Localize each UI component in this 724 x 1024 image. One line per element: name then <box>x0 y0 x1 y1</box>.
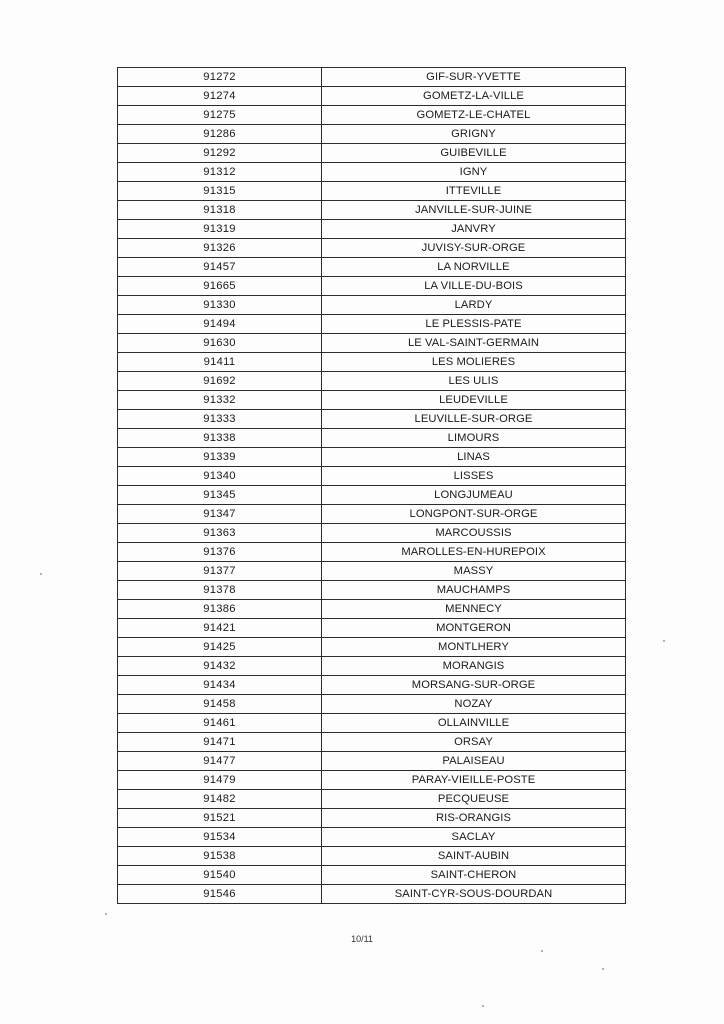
table-row <box>118 182 626 201</box>
table-row <box>118 372 626 391</box>
commune-name-cell: LONGPONT-SUR-ORGE <box>322 505 626 524</box>
commune-code-cell: 91326 <box>118 239 322 258</box>
commune-name-cell: NOZAY <box>322 695 626 714</box>
commune-code-cell: 91315 <box>118 182 322 201</box>
commune-name-cell: PALAISEAU <box>322 752 626 771</box>
commune-name-cell: LE VAL-SAINT-GERMAIN <box>322 334 626 353</box>
table-row <box>118 809 626 828</box>
commune-code-cell: 91286 <box>118 125 322 144</box>
commune-name-cell: SACLAY <box>322 828 626 847</box>
commune-code-cell: 91494 <box>118 315 322 334</box>
commune-name-cell: LES MOLIERES <box>322 353 626 372</box>
commune-name-cell: GRIGNY <box>322 125 626 144</box>
commune-name-cell: MAROLLES-EN-HUREPOIX <box>322 543 626 562</box>
scan-speck <box>105 913 107 915</box>
commune-code-cell: 91521 <box>118 809 322 828</box>
table-row <box>118 296 626 315</box>
table-row <box>118 714 626 733</box>
commune-code-cell: 91665 <box>118 277 322 296</box>
commune-code-cell: 91540 <box>118 866 322 885</box>
commune-name-cell: GUIBEVILLE <box>322 144 626 163</box>
commune-code-cell: 91457 <box>118 258 322 277</box>
table-row <box>118 733 626 752</box>
commune-name-cell: JANVRY <box>322 220 626 239</box>
commune-code-cell: 91275 <box>118 106 322 125</box>
commune-code-cell: 91338 <box>118 429 322 448</box>
commune-name-cell: ORSAY <box>322 733 626 752</box>
scan-speck <box>541 950 543 952</box>
table-row <box>118 144 626 163</box>
commune-name-cell: OLLAINVILLE <box>322 714 626 733</box>
commune-name-cell: LE PLESSIS-PATE <box>322 315 626 334</box>
table-row <box>118 524 626 543</box>
table-row <box>118 201 626 220</box>
commune-code-cell: 91538 <box>118 847 322 866</box>
commune-name-cell: MONTGERON <box>322 619 626 638</box>
table-row <box>118 277 626 296</box>
commune-name-cell: LISSES <box>322 467 626 486</box>
table-row <box>118 505 626 524</box>
commune-code-cell: 91692 <box>118 372 322 391</box>
table-row <box>118 581 626 600</box>
table-row <box>118 562 626 581</box>
commune-name-cell: MONTLHERY <box>322 638 626 657</box>
table-row <box>118 68 626 87</box>
commune-name-cell: GOMETZ-LA-VILLE <box>322 87 626 106</box>
table-row <box>118 353 626 372</box>
commune-code-cell: 91347 <box>118 505 322 524</box>
scan-speck <box>602 968 604 970</box>
commune-name-cell: MORANGIS <box>322 657 626 676</box>
commune-name-cell: LARDY <box>322 296 626 315</box>
commune-code-cell: 91332 <box>118 391 322 410</box>
commune-name-cell: GOMETZ-LE-CHATEL <box>322 106 626 125</box>
commune-code-cell: 91312 <box>118 163 322 182</box>
commune-name-cell: ITTEVILLE <box>322 182 626 201</box>
commune-name-cell: LEUDEVILLE <box>322 391 626 410</box>
table-row <box>118 163 626 182</box>
commune-code-cell: 91340 <box>118 467 322 486</box>
commune-name-cell: GIF-SUR-YVETTE <box>322 68 626 87</box>
commune-code-cell: 91319 <box>118 220 322 239</box>
commune-code-cell: 91376 <box>118 543 322 562</box>
commune-code-cell: 91292 <box>118 144 322 163</box>
table-row <box>118 486 626 505</box>
table-row <box>118 239 626 258</box>
communes-table <box>117 67 626 904</box>
table-row <box>118 752 626 771</box>
commune-code-cell: 91546 <box>118 885 322 904</box>
commune-name-cell: LONGJUMEAU <box>322 486 626 505</box>
commune-name-cell: RIS-ORANGIS <box>322 809 626 828</box>
commune-code-cell: 91363 <box>118 524 322 543</box>
commune-name-cell: PECQUEUSE <box>322 790 626 809</box>
table-row <box>118 448 626 467</box>
commune-name-cell: SAINT-CHERON <box>322 866 626 885</box>
table-row <box>118 87 626 106</box>
table-row <box>118 543 626 562</box>
commune-name-cell: LIMOURS <box>322 429 626 448</box>
commune-code-cell: 91272 <box>118 68 322 87</box>
commune-code-cell: 91477 <box>118 752 322 771</box>
table-row <box>118 638 626 657</box>
commune-name-cell: SAINT-CYR-SOUS-DOURDAN <box>322 885 626 904</box>
commune-code-cell: 91333 <box>118 410 322 429</box>
commune-code-cell: 91377 <box>118 562 322 581</box>
commune-code-cell: 91630 <box>118 334 322 353</box>
page-number: 10/11 <box>351 934 373 944</box>
commune-code-cell: 91421 <box>118 619 322 638</box>
commune-code-cell: 91345 <box>118 486 322 505</box>
commune-code-cell: 91434 <box>118 676 322 695</box>
table-row <box>118 391 626 410</box>
table-row <box>118 429 626 448</box>
scan-speck <box>663 640 665 642</box>
commune-name-cell: LA VILLE-DU-BOIS <box>322 277 626 296</box>
table-row <box>118 676 626 695</box>
commune-name-cell: LEUVILLE-SUR-ORGE <box>322 410 626 429</box>
table-row <box>118 790 626 809</box>
commune-name-cell: IGNY <box>322 163 626 182</box>
scan-speck <box>40 573 42 575</box>
commune-name-cell: PARAY-VIEILLE-POSTE <box>322 771 626 790</box>
commune-name-cell: MASSY <box>322 562 626 581</box>
commune-name-cell: LA NORVILLE <box>322 258 626 277</box>
table-row <box>118 600 626 619</box>
table-row <box>118 657 626 676</box>
commune-code-cell: 91432 <box>118 657 322 676</box>
communes-table-body <box>118 68 626 904</box>
commune-name-cell: LINAS <box>322 448 626 467</box>
commune-name-cell: SAINT-AUBIN <box>322 847 626 866</box>
table-row <box>118 885 626 904</box>
table-row <box>118 771 626 790</box>
commune-name-cell: MAUCHAMPS <box>322 581 626 600</box>
commune-name-cell: MENNECY <box>322 600 626 619</box>
commune-code-cell: 91330 <box>118 296 322 315</box>
table-row <box>118 220 626 239</box>
table-row <box>118 695 626 714</box>
table-row <box>118 847 626 866</box>
commune-code-cell: 91378 <box>118 581 322 600</box>
commune-code-cell: 91386 <box>118 600 322 619</box>
table-row <box>118 334 626 353</box>
commune-name-cell: MARCOUSSIS <box>322 524 626 543</box>
table-row <box>118 125 626 144</box>
commune-name-cell: JUVISY-SUR-ORGE <box>322 239 626 258</box>
table-row <box>118 258 626 277</box>
scan-speck <box>482 1005 484 1007</box>
table-row <box>118 410 626 429</box>
commune-code-cell: 91482 <box>118 790 322 809</box>
commune-code-cell: 91461 <box>118 714 322 733</box>
table-row <box>118 619 626 638</box>
table-row <box>118 467 626 486</box>
commune-name-cell: JANVILLE-SUR-JUINE <box>322 201 626 220</box>
commune-name-cell: MORSANG-SUR-ORGE <box>322 676 626 695</box>
commune-code-cell: 91534 <box>118 828 322 847</box>
commune-code-cell: 91458 <box>118 695 322 714</box>
commune-code-cell: 91471 <box>118 733 322 752</box>
commune-code-cell: 91318 <box>118 201 322 220</box>
commune-code-cell: 91411 <box>118 353 322 372</box>
table-row <box>118 315 626 334</box>
commune-code-cell: 91479 <box>118 771 322 790</box>
commune-code-cell: 91339 <box>118 448 322 467</box>
commune-code-cell: 91274 <box>118 87 322 106</box>
commune-code-cell: 91425 <box>118 638 322 657</box>
table-row <box>118 106 626 125</box>
commune-name-cell: LES ULIS <box>322 372 626 391</box>
table-row <box>118 828 626 847</box>
table-row <box>118 866 626 885</box>
